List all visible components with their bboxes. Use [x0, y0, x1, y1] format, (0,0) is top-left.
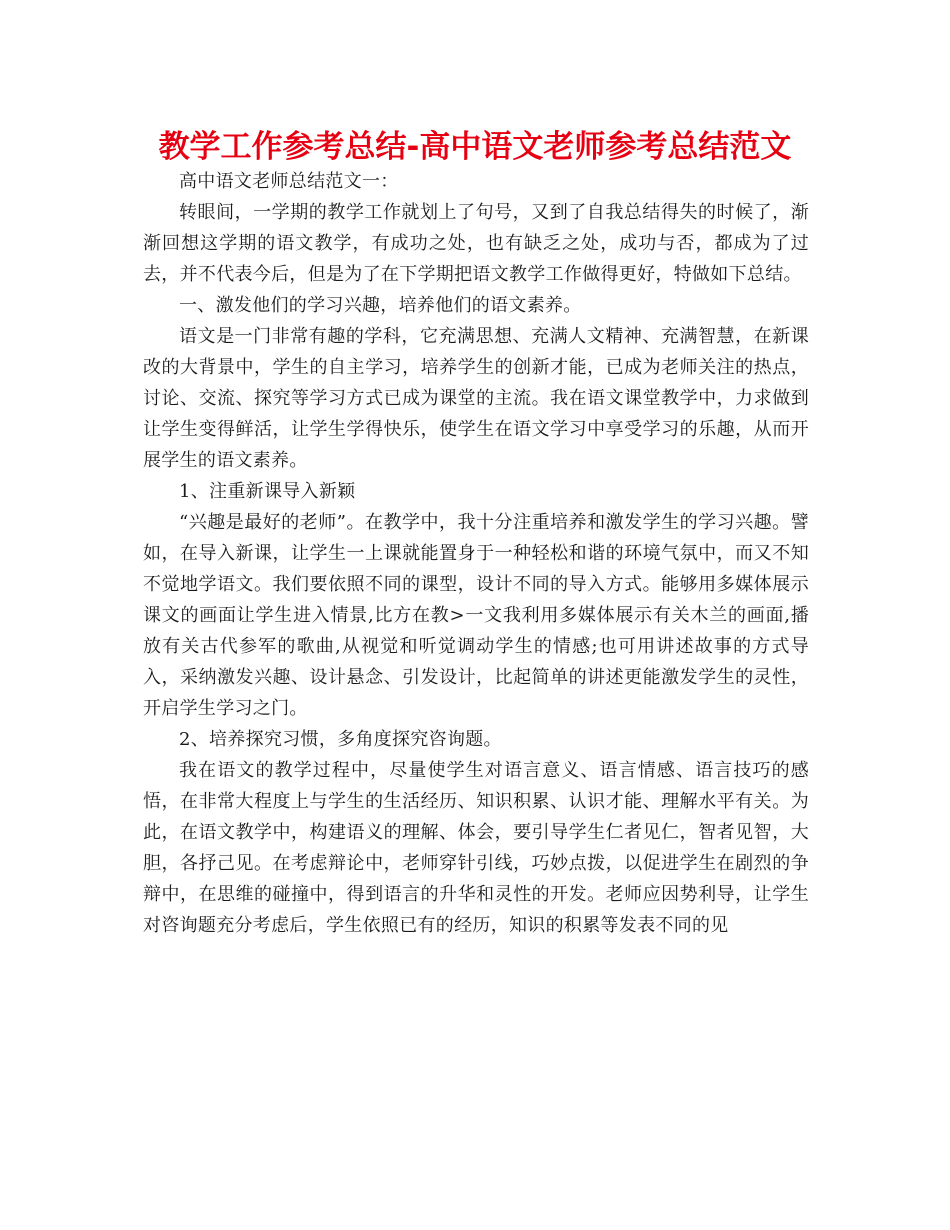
paragraph: 语文是一门非常有趣的学科，它充满思想、充满人文精神、充满智慧，在新课改的大背景中，学生的自主学习，培养学生的创新才能，已成为老师关注的热点，讨论、交流、探究等学习方式已成为课堂的主流。我在语文课堂教学中，力求做到让学生变得鲜活，让学生学得快乐，使学生在语文学习中享受学习的乐趣，从而开展学生的语文素养。 — [143, 326, 809, 471]
paragraph: 转眼间，一学期的教学工作就划上了句号，又到了自我总结得失的时候了，渐渐回想这学期的语文教学，有成功之处，也有缺乏之处，成功与否，都成为了过去，并不代表今后，但是为了在下学期把语文教学工作做得更好，特做如下总结。 — [143, 202, 809, 285]
paragraph: 我在语文的教学过程中，尽量使学生对语言意义、语言情感、语言技巧的感悟，在非常大程度上与学生的生活经历、知识积累、认识才能、理解水平有关。为此，在语文教学中，构建语义的理解、体会，要引导学生仁者见仁，智者见智，大胆，各抒己见。在考虑辩论中，老师穿针引线，巧妙点拨，以促进学生在剧烈的争辩中，在思维的碰撞中，得到语言的升华和灵性的开发。老师应因势利导，让学生对咨询题充分考虑后，学生依照已有的经历，知识的积累等发表不同的见 — [143, 760, 809, 936]
section-heading-1: 一、激发他们的学习兴趣，培养他们的语文素养。 — [179, 295, 582, 316]
section-intro: 高中语文老师总结范文一： — [179, 171, 399, 192]
document-body — [143, 166, 809, 941]
subsection-heading-2: 2、培养探究习惯，多角度探究咨询题。 — [179, 729, 502, 750]
subsection-heading-1: 1、注重新课导入新颖 — [179, 481, 356, 502]
paragraph: “兴趣是最好的老师”。在教学中，我十分注重培养和激发学生的学习兴趣。譬如，在导入新课，让学生一上课就能置身于一种轻松和谐的环境气氛中，而又不知不觉地学语文。我们要依照不同的课型，设计不同的导入方式。能够用多媒体展示课文的画面让学生进入情景,比方在教>一文我利用多媒体展示有关木兰的画面,播放有关古代参军的歌曲,从视觉和听觉调动学生的情感;也可用讲述故事的方式导入，采纳激发兴趣、设计悬念、引发设计，比起简单的讲述更能激发学生的灵性，开启学生学习之门。 — [143, 512, 809, 719]
document-title: 教学工作参考总结-高中语文老师参考总结范文 — [158, 129, 792, 165]
